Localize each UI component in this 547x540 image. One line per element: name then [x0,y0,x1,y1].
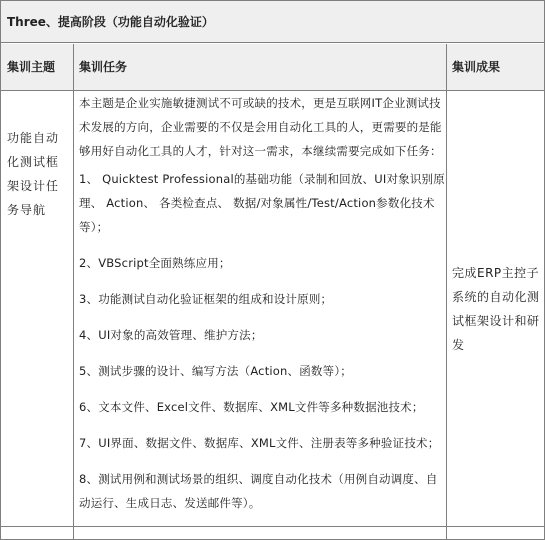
header-topic: 集训主题 [7,60,56,74]
tasks-cell [79,91,449,527]
task-item-5: 5、测试步骤的设计、编写方法（Action、函数等）； [79,364,352,378]
row-bottom-border [1,526,544,527]
topic-cell: 功能自动化测试框架设计任务导航 [7,131,60,217]
section-title: Three、提高阶段（功能自动化验证） [1,1,544,43]
task-item-3: 3、功能测试自动化验证框架的组成和设计原则； [79,292,333,306]
task-item-1: 1、 Quicktest Professional的基础功能（录制和回放、UI对象识别原理、 Action、 各类检查点、 数据/对象属性/Test/Action参数化技术等）； [79,172,445,234]
column-divider-1 [73,44,74,539]
task-item-2: 2、VBScript全面熟练应用； [79,256,231,270]
header-tasks: 集训任务 [79,60,128,74]
header-result: 集训成果 [452,60,501,74]
task-item-6: 6、文本文件、Excel文件、数据库、XML文件等多种数据池技术； [79,400,424,414]
task-item-7: 7、UI界面、数据文件、数据库、XML文件、注册表等多种验证技术； [79,436,440,450]
table-header-row [1,44,544,91]
tasks-intro: 本主题是企业实施敏捷测试不可或缺的技术，更是互联网IT企业测试技术发展的方向，企业需要的不仅是会用自动化工具的人，更需要的是能够用好自动化工具的人才，针对这一需求，本继续需要完成如下任务： [79,96,442,158]
result-cell: 完成ERP主控子系统的自动化测试框架设计和研发 [452,266,540,352]
task-item-4: 4、UI对象的高效管理、维护方法； [79,328,263,342]
task-item-8: 8、测试用例和测试场景的组织、调度自动化技术（用例自动调度、自动运行、生成日志、发送邮件等）。 [79,472,438,510]
